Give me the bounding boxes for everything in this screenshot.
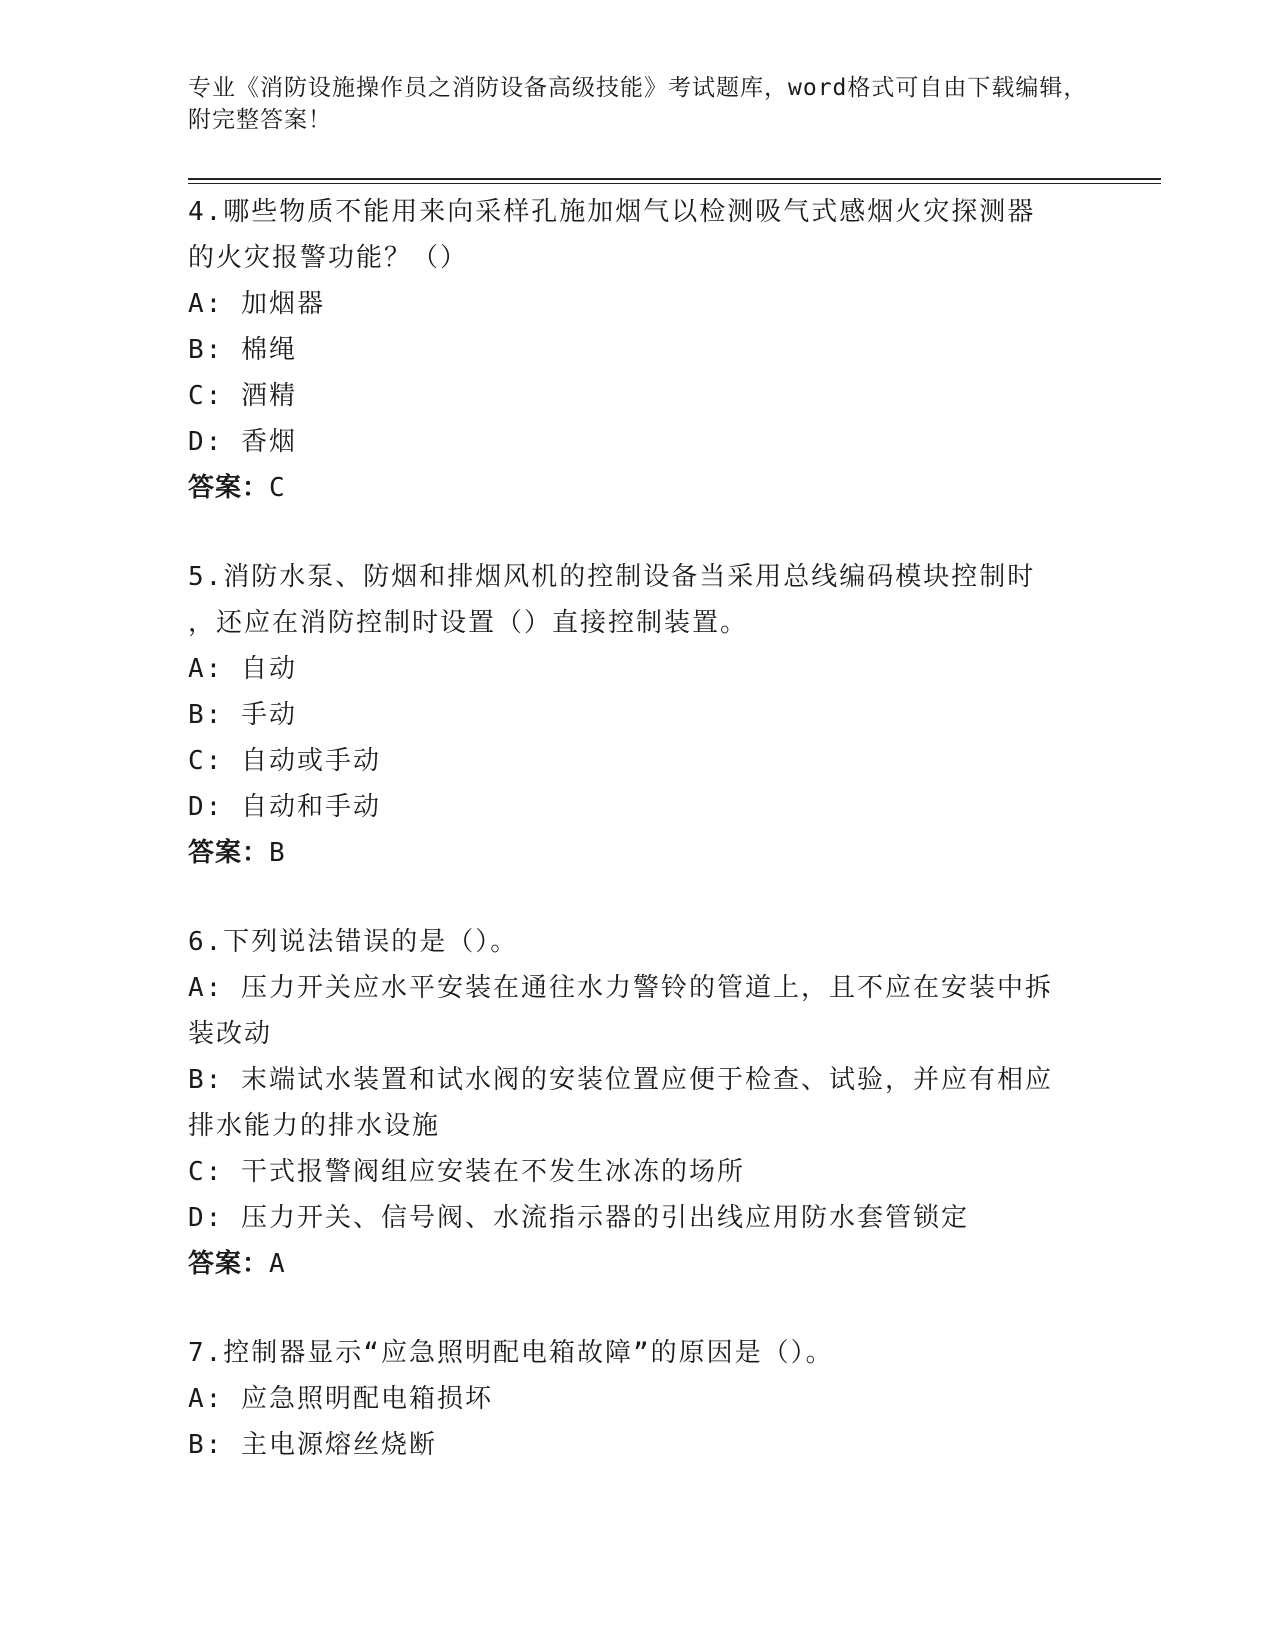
option-line: C: 酒精 [188, 381, 297, 411]
option-line: 装改动 [188, 1019, 273, 1049]
header-divider-thin [188, 183, 1161, 184]
question-stem-line: 4.哪些物质不能用来向采样孔施加烟气以检测吸气式感烟火灾探测器 [188, 197, 1036, 227]
question-stem-line: 的火灾报警功能？（） [188, 243, 469, 273]
answer-label: 答案： [188, 1249, 270, 1279]
option-line: D: 自动和手动 [188, 792, 381, 822]
answer-line [188, 830, 1088, 876]
option-line: C: 自动或手动 [188, 746, 381, 776]
document-header: 专业《消防设施操作员之消防设备高级技能》考试题库，word格式可自由下载编辑，附完整答案！ [188, 75, 1088, 133]
question-list [188, 189, 1088, 1511]
answer-value: A [269, 1249, 286, 1279]
question-item [188, 554, 1088, 876]
question-item [188, 189, 1088, 511]
question-item [188, 919, 1088, 1287]
option-line: A: 应急照明配电箱损坏 [188, 1384, 493, 1414]
option-line: C: 干式报警阀组应安装在不发生冰冻的场所 [188, 1157, 745, 1187]
answer-label: 答案： [188, 473, 270, 503]
question-stem-line: ，还应在消防控制时设置（）直接控制装置。 [188, 608, 749, 638]
answer-label: 答案： [188, 838, 270, 868]
option-line: A: 压力开关应水平安装在通往水力警铃的管道上，且不应在安装中拆 [188, 973, 1053, 1003]
option-line: A: 自动 [188, 654, 297, 684]
question-stem-line: 5.消防水泵、防烟和排烟风机的控制设备当采用总线编码模块控制时 [188, 562, 1036, 592]
option-line: B: 棉绳 [188, 335, 297, 365]
option-line: B: 末端试水装置和试水阀的安装位置应便于检查、试验，并应有相应 [188, 1065, 1053, 1095]
answer-value: C [269, 473, 286, 503]
option-line: B: 主电源熔丝烧断 [188, 1430, 437, 1460]
question-stem-line: 7.控制器显示“应急照明配电箱故障”的原因是（）。 [188, 1338, 834, 1368]
option-line: D: 压力开关、信号阀、水流指示器的引出线应用防水套管锁定 [188, 1203, 969, 1233]
answer-line [188, 465, 1088, 511]
answer-value: B [269, 838, 286, 868]
option-line: A: 加烟器 [188, 289, 325, 319]
option-line: B: 手动 [188, 700, 297, 730]
answer-line [188, 1241, 1088, 1287]
header-divider-thick [188, 178, 1161, 180]
question-item [188, 1330, 1088, 1468]
option-line: 排水能力的排水设施 [188, 1111, 441, 1141]
question-stem-line: 6.下列说法错误的是（）。 [188, 927, 519, 957]
option-line: D: 香烟 [188, 427, 297, 457]
